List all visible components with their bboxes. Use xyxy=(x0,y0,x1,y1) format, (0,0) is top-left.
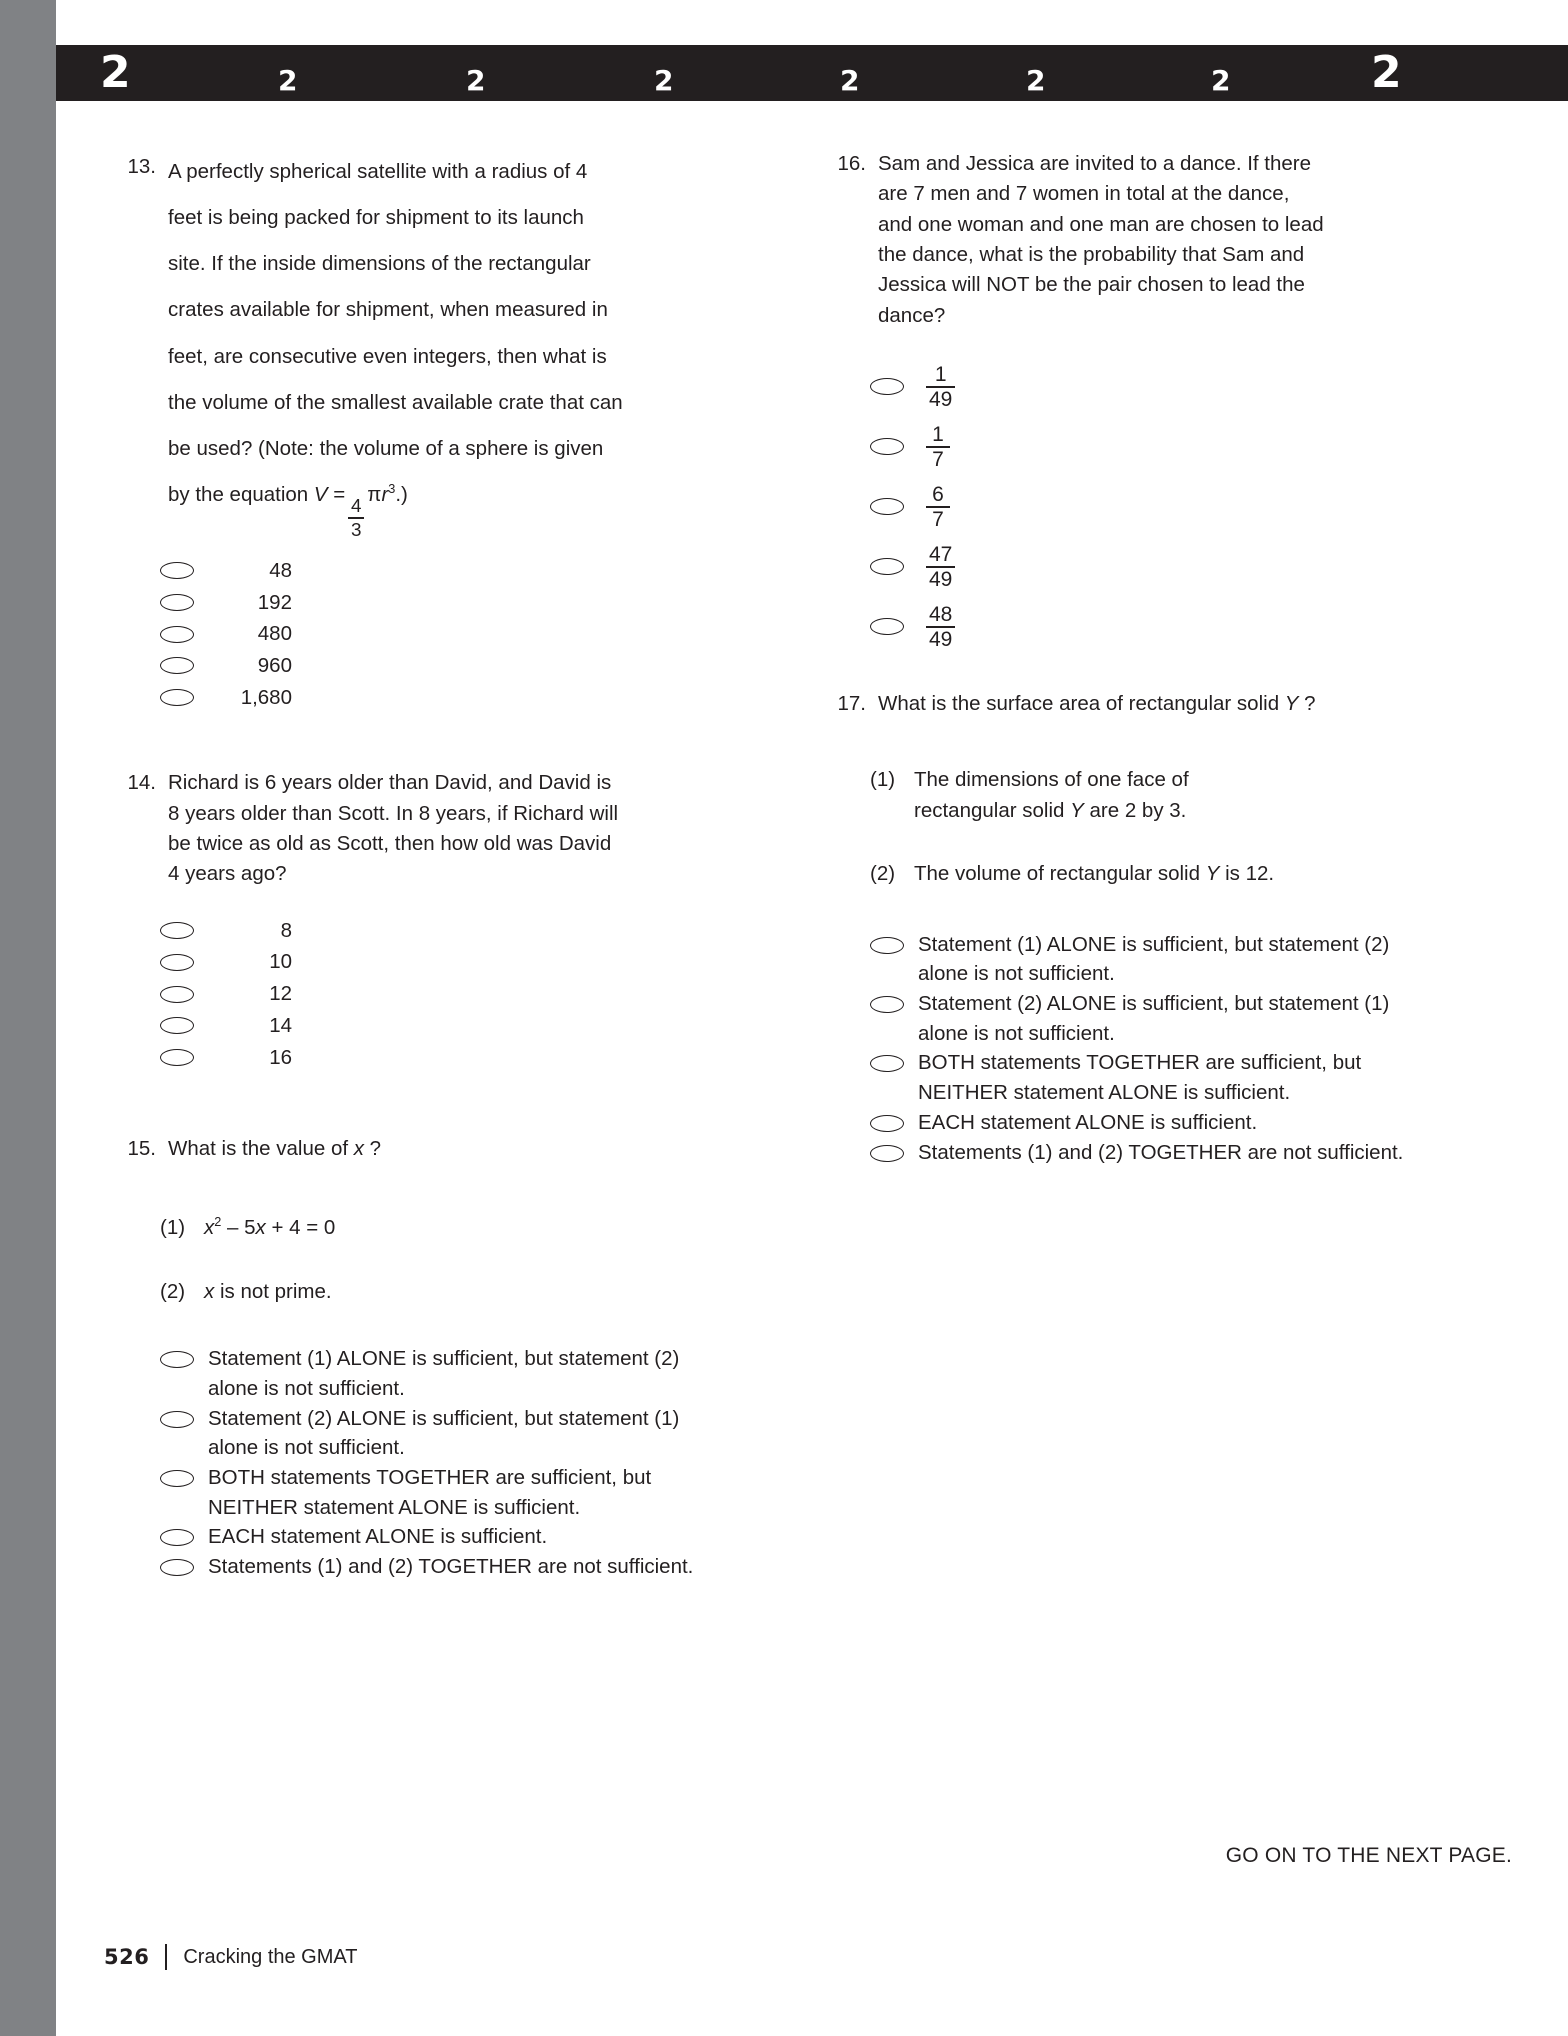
statement-2-text xyxy=(204,1277,724,1308)
right-column xyxy=(814,149,1434,1193)
question-15-choices xyxy=(160,1344,724,1582)
question-15-number: 15. xyxy=(127,1137,156,1161)
q14-line-3: be twice as old as Scott, then how old was David xyxy=(168,832,612,856)
q13-variable-r: r xyxy=(381,482,389,506)
answer-bubble-icon[interactable] xyxy=(160,1049,194,1066)
question-17-statement-1 xyxy=(870,765,1434,827)
q13-variable-v: V xyxy=(313,482,328,506)
choice-fraction xyxy=(926,604,955,650)
choice-label: 48 xyxy=(269,558,292,582)
statement-1-text xyxy=(914,765,1434,827)
choice-option[interactable] xyxy=(870,419,1434,475)
choice-option[interactable] xyxy=(160,1522,724,1552)
choice-fraction xyxy=(926,364,955,410)
q17-s1-line-2-suffix: are 2 by 3. xyxy=(1083,799,1187,823)
q13-line-8-suffix: .) xyxy=(395,482,408,506)
choice-option[interactable] xyxy=(160,916,724,946)
q14-line-1: Richard is 6 years older than David, and David is xyxy=(168,771,612,795)
choice-label xyxy=(926,419,950,475)
q13-line-4: crates available for shipment, when measured in xyxy=(168,298,608,322)
statement-2-text xyxy=(914,859,1434,890)
answer-bubble-icon[interactable] xyxy=(870,558,904,575)
choice-option[interactable] xyxy=(160,651,724,681)
statement-1-text xyxy=(204,1213,724,1244)
q13-exponent-3: 3 xyxy=(388,481,396,497)
answer-bubble-icon[interactable] xyxy=(870,378,904,395)
section-number-2: 2 xyxy=(278,64,298,97)
section-number-7: 2 xyxy=(1211,64,1231,97)
answer-bubble-icon[interactable] xyxy=(160,657,194,674)
q13-fraction-four-thirds xyxy=(348,494,364,540)
choice-label: 10 xyxy=(269,950,292,974)
choice-label: BOTH statements TOGETHER are sufficient, but NEITHER statement ALONE is sufficient. xyxy=(918,1051,1362,1105)
question-17 xyxy=(814,689,1434,1167)
fraction-denominator: 7 xyxy=(932,507,944,531)
q17-stem-suffix: ? xyxy=(1298,691,1316,715)
question-17-number: 17. xyxy=(837,691,866,715)
page-footer xyxy=(104,1944,357,1970)
choice-label: 192 xyxy=(257,590,292,614)
answer-bubble-icon[interactable] xyxy=(870,996,904,1013)
choice-label: Statement (1) ALONE is sufficient, but statement (2) alone is not sufficient. xyxy=(208,1347,680,1400)
section-number-5: 2 xyxy=(840,64,860,97)
choice-label xyxy=(926,479,950,535)
q15-stem-prefix: What is the value of xyxy=(168,1137,354,1161)
fraction-numerator: 1 xyxy=(934,363,947,387)
choice-label xyxy=(926,599,955,655)
fraction-denominator: 49 xyxy=(929,567,953,591)
fraction-numerator: 47 xyxy=(929,543,953,567)
section-number-4: 2 xyxy=(654,64,674,97)
question-13 xyxy=(104,149,724,712)
choice-label: Statement (1) ALONE is sufficient, but statement (2) alone is not sufficient. xyxy=(918,932,1390,986)
choice-label: 12 xyxy=(269,982,292,1006)
choice-option[interactable] xyxy=(160,1552,724,1582)
q15-s1-var-x2: x xyxy=(255,1215,266,1239)
q13-line-2: feet is being packed for shipment to its launch xyxy=(168,206,584,230)
choice-option[interactable] xyxy=(160,683,724,713)
fraction-denominator: 49 xyxy=(929,627,953,651)
answer-bubble-icon[interactable] xyxy=(160,689,194,706)
fraction-numerator: 48 xyxy=(929,603,953,627)
choice-option[interactable] xyxy=(870,479,1434,535)
q16-line-1: Sam and Jessica are invited to a dance. If there xyxy=(878,152,1312,175)
answer-bubble-icon[interactable] xyxy=(160,1470,194,1487)
q13-line-8-prefix: by the equation xyxy=(168,482,314,506)
choice-fraction xyxy=(926,484,950,530)
answer-bubble-icon[interactable] xyxy=(160,1411,194,1428)
answer-bubble-icon[interactable] xyxy=(160,594,194,611)
statement-1-label: (1) xyxy=(870,768,896,792)
q15-s1-tail: + 4 = 0 xyxy=(265,1215,336,1239)
choice-label: 480 xyxy=(257,622,292,646)
question-17-statement-2 xyxy=(870,859,1434,890)
answer-bubble-icon[interactable] xyxy=(160,1529,194,1546)
choice-label: 14 xyxy=(269,1013,292,1037)
continue-notice: GO ON TO THE NEXT PAGE. xyxy=(1225,1844,1512,1867)
q17-stem-prefix: What is the surface area of rectangular solid xyxy=(878,691,1285,715)
q14-line-4: 4 years ago? xyxy=(168,862,287,886)
left-gray-spine xyxy=(0,0,56,2036)
q15-stem-suffix: ? xyxy=(363,1137,382,1161)
q13-equals: = xyxy=(333,482,346,506)
question-17-choices xyxy=(870,930,1434,1168)
answer-bubble-icon[interactable] xyxy=(870,1145,904,1162)
q17-s1-line-2-prefix: rectangular solid xyxy=(914,799,1071,823)
choice-fraction xyxy=(926,544,955,590)
q13-line-1: A perfectly spherical satellite with a radius of 4 xyxy=(168,160,588,183)
choice-label: 16 xyxy=(269,1045,292,1069)
choice-label: 960 xyxy=(257,654,292,677)
question-15-stem xyxy=(168,1134,724,1164)
q17-s2-var-y: Y xyxy=(1205,861,1220,885)
question-15 xyxy=(104,1134,724,1582)
answer-bubble-icon[interactable] xyxy=(160,562,194,579)
choice-option[interactable] xyxy=(160,1404,724,1463)
statement-2-label: (2) xyxy=(870,861,896,885)
q17-s1-var-y: Y xyxy=(1070,799,1084,823)
q13-fraction-denominator: 3 xyxy=(351,518,362,540)
question-14 xyxy=(104,768,724,1072)
page-body xyxy=(56,101,1568,2036)
q16-line-4: the dance, what is the probability that Sam and xyxy=(878,242,1305,266)
choice-option[interactable] xyxy=(160,1344,724,1403)
q15-variable-x: x xyxy=(353,1137,364,1161)
q15-s1-rest: – 5 xyxy=(221,1215,256,1239)
choice-option[interactable] xyxy=(160,556,724,586)
answer-bubble-icon[interactable] xyxy=(160,922,194,939)
q16-line-3: and one woman and one man are chosen to lead xyxy=(878,212,1324,236)
choice-option[interactable] xyxy=(160,588,724,618)
q15-s2-suffix: is not prime. xyxy=(214,1280,332,1304)
choice-option[interactable] xyxy=(870,1108,1434,1138)
answer-bubble-icon[interactable] xyxy=(160,1351,194,1368)
q13-line-5: feet, are consecutive even integers, then what is xyxy=(168,344,607,368)
book-title: Cracking the GMAT xyxy=(183,1945,358,1968)
choice-label xyxy=(926,539,955,595)
answer-bubble-icon[interactable] xyxy=(160,954,194,971)
section-number-row xyxy=(56,45,1568,101)
question-17-stem xyxy=(878,689,1434,719)
statement-2-label: (2) xyxy=(160,1280,186,1304)
q17-s1-line-1: The dimensions of one face of xyxy=(914,768,1189,792)
question-13-choices xyxy=(160,556,724,713)
q17-variable-y: Y xyxy=(1284,691,1299,715)
choice-label: EACH statement ALONE is sufficient. xyxy=(208,1525,548,1549)
answer-bubble-icon[interactable] xyxy=(870,937,904,954)
choice-option[interactable] xyxy=(870,930,1434,989)
question-16-stem xyxy=(878,149,1434,331)
answer-bubble-icon[interactable] xyxy=(160,1017,194,1034)
question-16-choices xyxy=(870,359,1434,655)
question-13-number: 13. xyxy=(127,155,156,178)
choice-fraction xyxy=(926,424,950,470)
q15-s1-exponent: 2 xyxy=(214,1213,222,1229)
choice-option[interactable] xyxy=(160,1043,724,1073)
q17-s2-suffix: is 12. xyxy=(1219,861,1275,885)
choice-label: 8 xyxy=(280,918,292,942)
fraction-denominator: 49 xyxy=(929,387,953,411)
answer-bubble-icon[interactable] xyxy=(870,498,904,515)
q13-fraction-numerator: 4 xyxy=(351,494,362,516)
q13-line-7: be used? (Note: the volume of a sphere is given xyxy=(168,436,604,460)
section-number-8: 2 xyxy=(1371,47,1402,98)
choice-option[interactable] xyxy=(870,359,1434,415)
q17-s2-prefix: The volume of rectangular solid xyxy=(914,861,1206,885)
q13-line-3: site. If the inside dimensions of the rectangular xyxy=(168,252,591,276)
q16-line-2: are 7 men and 7 women in total at the dance, xyxy=(878,182,1290,206)
question-13-stem xyxy=(168,149,724,540)
question-14-choices xyxy=(160,916,724,1073)
question-16 xyxy=(814,149,1434,655)
section-header-band xyxy=(56,45,1568,101)
choice-label: Statements (1) and (2) TOGETHER are not sufficient. xyxy=(208,1555,694,1579)
section-number-6: 2 xyxy=(1026,64,1046,97)
q14-line-2: 8 years older than Scott. In 8 years, if Richard will xyxy=(168,801,619,825)
left-column xyxy=(104,149,724,1608)
fraction-numerator: 1 xyxy=(932,423,944,447)
q15-s1-var-x: x xyxy=(204,1215,215,1239)
choice-label: Statement (2) ALONE is sufficient, but statement (1) alone is not sufficient. xyxy=(208,1406,680,1460)
choice-option[interactable] xyxy=(160,979,724,1009)
q13-line-6: the volume of the smallest available crate that can xyxy=(168,390,623,414)
question-15-statement-1 xyxy=(160,1213,724,1244)
choice-option[interactable] xyxy=(160,619,724,649)
page-number: 526 xyxy=(104,1945,150,1969)
q15-s2-var-x: x xyxy=(204,1280,215,1304)
choice-option[interactable] xyxy=(160,947,724,977)
choice-option[interactable] xyxy=(160,1011,724,1041)
question-15-statement-2 xyxy=(160,1277,724,1308)
answer-bubble-icon[interactable] xyxy=(870,618,904,635)
choice-option[interactable] xyxy=(870,539,1434,595)
choice-option[interactable] xyxy=(870,989,1434,1048)
question-14-stem xyxy=(168,768,724,889)
choice-label: Statement (2) ALONE is sufficient, but statement (1) alone is not sufficient. xyxy=(918,991,1390,1045)
answer-bubble-icon[interactable] xyxy=(870,1055,904,1072)
answer-bubble-icon[interactable] xyxy=(870,1115,904,1132)
answer-bubble-icon[interactable] xyxy=(160,986,194,1003)
choice-label: Statements (1) and (2) TOGETHER are not sufficient. xyxy=(918,1140,1404,1164)
choice-label: EACH statement ALONE is sufficient. xyxy=(918,1110,1258,1134)
choice-option[interactable] xyxy=(870,1138,1434,1168)
question-14-number: 14. xyxy=(127,771,156,795)
statement-1-label: (1) xyxy=(160,1215,186,1239)
choice-label xyxy=(926,359,955,415)
section-number-1: 2 xyxy=(100,47,131,98)
choice-option[interactable] xyxy=(870,599,1434,655)
fraction-denominator: 7 xyxy=(932,447,944,471)
q16-line-6: dance? xyxy=(878,303,946,327)
choice-label: 1,680 xyxy=(240,685,292,709)
footer-divider xyxy=(165,1944,167,1970)
answer-bubble-icon[interactable] xyxy=(160,1559,194,1576)
choice-option[interactable] xyxy=(870,1048,1434,1107)
choice-label: BOTH statements TOGETHER are sufficient, but NEITHER statement ALONE is sufficient. xyxy=(208,1466,652,1519)
answer-bubble-icon[interactable] xyxy=(160,626,194,643)
question-16-number: 16. xyxy=(837,152,866,175)
section-number-3: 2 xyxy=(466,64,486,97)
fraction-numerator: 6 xyxy=(932,483,944,507)
choice-option[interactable] xyxy=(160,1463,724,1522)
answer-bubble-icon[interactable] xyxy=(870,438,904,455)
q13-pi-symbol: π xyxy=(367,482,382,506)
q16-line-5: Jessica will NOT be the pair chosen to lead the xyxy=(878,273,1305,297)
